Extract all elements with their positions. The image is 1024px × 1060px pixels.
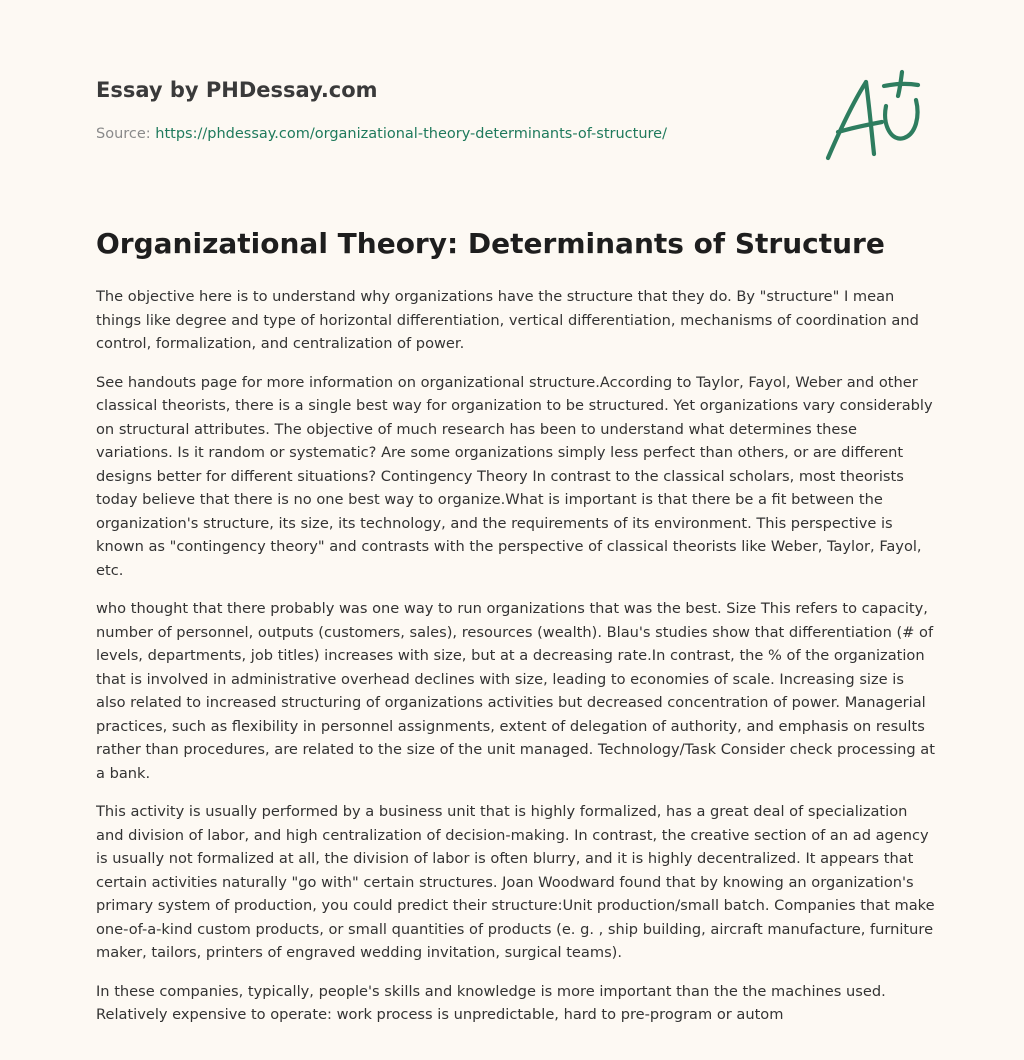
paragraph: The objective here is to understand why organizations have the structure that they do. By "structure" I mean things like degree and type of horizontal differentiation, vertical differentiation, mechanisms of coordination and control, formalization, and centralization of power. [96, 288, 919, 352]
a-plus-logo-icon [822, 68, 932, 168]
source-label: Source: [96, 126, 151, 142]
paragraph: In these companies, typically, people's skills and knowledge is more important than the the machines used. Relatively expensive to operate: work process is unpredictable, hard to pre-program or autom [96, 982, 886, 1023]
paragraph: who thought that there probably was one way to run organizations that was the best. Size This refers to capacity, number of personnel, outputs (customers, sales), resources (wealth). Blau's studies show that differentiation (# of levels, departments, job titles) increases with size, but at a decreasing rate.In contrast, the % of the organization that is involved in administrative overhead declines with size, leading to economies of scale. Increasing size is also related to increased structuring of organizations activities but decreased concentration of power. Managerial practices, such as flexibility in personnel assignments, extent of delegation of authority, and emphasis on results rather than procedures, are related to the size of the unit managed. Technology/Task Consider check processing at a bank. [96, 600, 935, 782]
site-brand: Essay by PHDessay.com [96, 78, 378, 102]
paragraph: See handouts page for more information on organizational structure.According to Taylor, Fayol, Weber and other classical theorists, there is a single best way for organization to be structured. Yet organizations vary considerably on structural attributes. The objective of much research has been to understand what determines these variations. Is it random or systematic? Are some organizations simply less perfect than others, or are different designs better for different situations? Contingency Theory In contrast to the classical scholars, most theorists today believe that there is no one best way to organize.What is important is that there be a fit between the organization's structure, its size, its technology, and the requirements of its environment. This perspective is known as "contingency theory" and contrasts with the perspective of classical theorists like Weber, Taylor, Fayol, etc. [96, 373, 933, 579]
essay-header [96, 76, 928, 166]
essay-title: Organizational Theory: Determinants of Structure [96, 227, 885, 260]
source-line [96, 124, 928, 144]
source-link[interactable]: https://phdessay.com/organizational-theory-determinants-of-structure/ [155, 126, 667, 142]
paragraph: This activity is usually performed by a business unit that is highly formalized, has a great deal of specialization and division of labor, and high centralization of decision-making. In contrast, the creative section of an ad agency is usually not formalized at all, the division of labor is often blurry, and it is highly decentralized. It appears that certain activities naturally "go with" certain structures. Joan Woodward found that by knowing an organization's primary system of production, you could predict their structure:Unit production/small batch. Companies that make one-of-a-kind custom products, or small quantities of products (e. g. , ship building, aircraft manufacture, furniture maker, tailors, printers of engraved wedding invitation, surgical teams). [96, 803, 935, 961]
essay-body [96, 285, 936, 1060]
